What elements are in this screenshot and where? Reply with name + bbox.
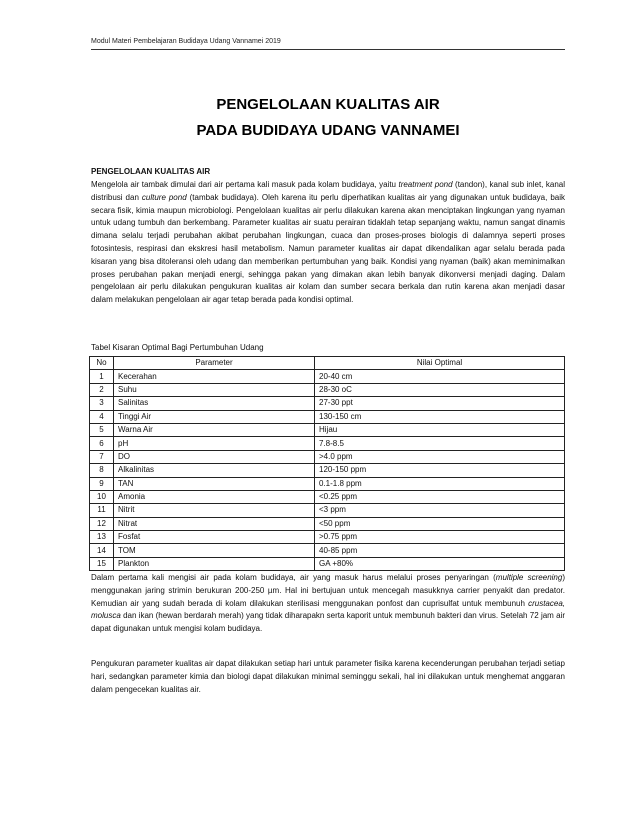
cell-no: 12 [90, 517, 114, 530]
cell-parameter: pH [114, 437, 315, 450]
table-row [90, 557, 565, 570]
paragraph-italic-term: culture pond [141, 192, 187, 202]
table-row [90, 517, 565, 530]
header-no: No [90, 357, 114, 370]
running-header: Modul Materi Pembelajaran Budidaya Udang Vannamei 2019 [91, 38, 281, 45]
header-rule [91, 49, 565, 50]
cell-parameter: Alkalinitas [114, 464, 315, 477]
cell-no: 2 [90, 383, 114, 396]
table-row [90, 437, 565, 450]
cell-no: 11 [90, 504, 114, 517]
cell-value: 28-30 oC [315, 383, 565, 396]
cell-value: 130-150 cm [315, 410, 565, 423]
paragraph-intro [91, 179, 565, 307]
paragraph-text: (tambak budidaya). Oleh karena itu perlu diperhatikan kualitas air yang digunakan untuk budidaya, baik secara fisik, kimia maupun microbiologi. Pengelolaan kualitas air perlu dilakukan karena akan menciptakan lingkungan yang nyaman untuk udang tumbuh dan berkembang. Parameter kualitas air suatu perairan tidaklah tetap sepanjang waktu, namun sangat dinamis dimana selalu terjadi perubahan akibat perubahan lingkungan, cuaca dan proses-proses biologis di dalamnya seperti proses fotosintesis, respirasi dan ekskresi hasil metabolism. Namun parameter kualitas air dapat dikendalikan agar selalu berada pada kisaran yang bisa ditoleransi oleh udang dan memberikan pertumbuhan yang baik. Kondisi yang nyaman (baik) akan meminimalkan proses perubahan pakan menjadi energi, sehingga pakan yang dimakan akan lebih banyak dikonversi menjadi daging. Dalam pengelolaan air perlu dilakukan pengukuran kualitas air kolam dan sumber secara berkala dan rutin karena akan menjadi dasar dalam melakukan pengelolaan air agar tetap berada pada kondisi optimal. [91, 192, 566, 305]
table-row [90, 531, 565, 544]
table-row [90, 383, 565, 396]
cell-parameter: DO [114, 450, 315, 463]
cell-no: 9 [90, 477, 114, 490]
cell-no: 8 [90, 464, 114, 477]
table-row [90, 397, 565, 410]
table-row [90, 504, 565, 517]
table-header-row [90, 357, 565, 370]
cell-parameter: Kecerahan [114, 370, 315, 383]
cell-parameter: TOM [114, 544, 315, 557]
table-row [90, 464, 565, 477]
cell-no: 14 [90, 544, 114, 557]
paragraph-text: ) menggunakan jaring strimin berukuran 200-250 µm. Hal ini bertujuan untuk mencegah masukknya carrier penyakit dan predator. Kemudian air yang sudah berada di kolam dilakukan sterilisasi menggunakan ponfost dan cuprisulfat untuk membunuh [91, 573, 565, 608]
cell-parameter: Nitrat [114, 517, 315, 530]
cell-value: 7.8-8.5 [315, 437, 565, 450]
cell-value: 120-150 ppm [315, 464, 565, 477]
title-line-1: PENGELOLAAN KUALITAS AIR [216, 96, 440, 113]
cell-no: 7 [90, 450, 114, 463]
cell-value: 40-85 ppm [315, 544, 565, 557]
table-row [90, 423, 565, 436]
cell-no: 4 [90, 410, 114, 423]
table-row [90, 370, 565, 383]
water-quality-table [89, 356, 565, 571]
cell-value: >4.0 ppm [315, 450, 565, 463]
document-title [91, 92, 565, 144]
cell-value: <0.25 ppm [315, 490, 565, 503]
paragraph-italic-term: multiple screening [495, 573, 563, 582]
table-body [90, 370, 565, 571]
cell-no: 5 [90, 423, 114, 436]
paragraph-text: Dalam pertama kali mengisi air pada kolam budidaya, air yang masuk harus melalui proses penyaringan ( [91, 573, 496, 582]
cell-parameter: Warna Air [114, 423, 315, 436]
cell-parameter: Tinggi Air [114, 410, 315, 423]
cell-no: 3 [90, 397, 114, 410]
cell-parameter: Fosfat [114, 531, 315, 544]
cell-no: 10 [90, 490, 114, 503]
title-line-2: PADA BUDIDAYA UDANG VANNAMEI [196, 122, 460, 139]
cell-parameter: Nitrit [114, 504, 315, 517]
section-heading: PENGELOLAAN KUALITAS AIR [91, 167, 211, 176]
cell-parameter: Amonia [114, 490, 315, 503]
paragraph-text: (tandon), kanal sub inlet, kanal distribusi dan [91, 180, 566, 202]
header-parameter: Parameter [114, 357, 315, 370]
table-row [90, 410, 565, 423]
cell-no: 13 [90, 531, 114, 544]
cell-no: 6 [90, 437, 114, 450]
cell-value: 20-40 cm [315, 370, 565, 383]
table-caption: Tabel Kisaran Optimal Bagi Pertumbuhan Udang [91, 343, 264, 352]
paragraph-measurement: Pengukuran parameter kualitas air dapat dilakukan setiap hari untuk parameter fisika karena kecenderungan perubahan terjadi setiap hari, sedangkan parameter kimia dan biologi dapat dilakukan minimal seminggu sekali, hal ini dilakukan untuk menghemat anggaran dalam pengecekan kualitas air. [91, 659, 565, 694]
cell-value: Hijau [315, 423, 565, 436]
table-row [90, 544, 565, 557]
cell-parameter: Plankton [114, 557, 315, 570]
cell-no: 15 [90, 557, 114, 570]
paragraph-italic-term: treatment pond [398, 180, 453, 189]
cell-value: 27-30 ppt [315, 397, 565, 410]
paragraph-filling [91, 572, 565, 636]
paragraph-italic-term: crustacea, molusca [91, 598, 565, 621]
cell-value: <50 ppm [315, 517, 565, 530]
header-value: Nilai Optimal [315, 357, 565, 370]
table-row [90, 477, 565, 490]
cell-value: >0.75 ppm [315, 531, 565, 544]
paragraph-text: Mengelola air tambak dimulai dari air pertama kali masuk pada kolam budidaya, yaitu [91, 180, 399, 189]
cell-parameter: TAN [114, 477, 315, 490]
table-row [90, 490, 565, 503]
cell-value: 0.1-1.8 ppm [315, 477, 565, 490]
paragraph-text: dan ikan (hewan berdarah merah) yang tidak diharapakn serta kaporit untuk membunuh bakteri dan virus. Setelah 72 jam air dapat digunakan untuk mengisi kolam budidaya. [91, 611, 565, 634]
table-row [90, 450, 565, 463]
cell-value: <3 ppm [315, 504, 565, 517]
cell-parameter: Salinitas [114, 397, 315, 410]
cell-parameter: Suhu [114, 383, 315, 396]
cell-no: 1 [90, 370, 114, 383]
cell-value: GA +80% [315, 557, 565, 570]
